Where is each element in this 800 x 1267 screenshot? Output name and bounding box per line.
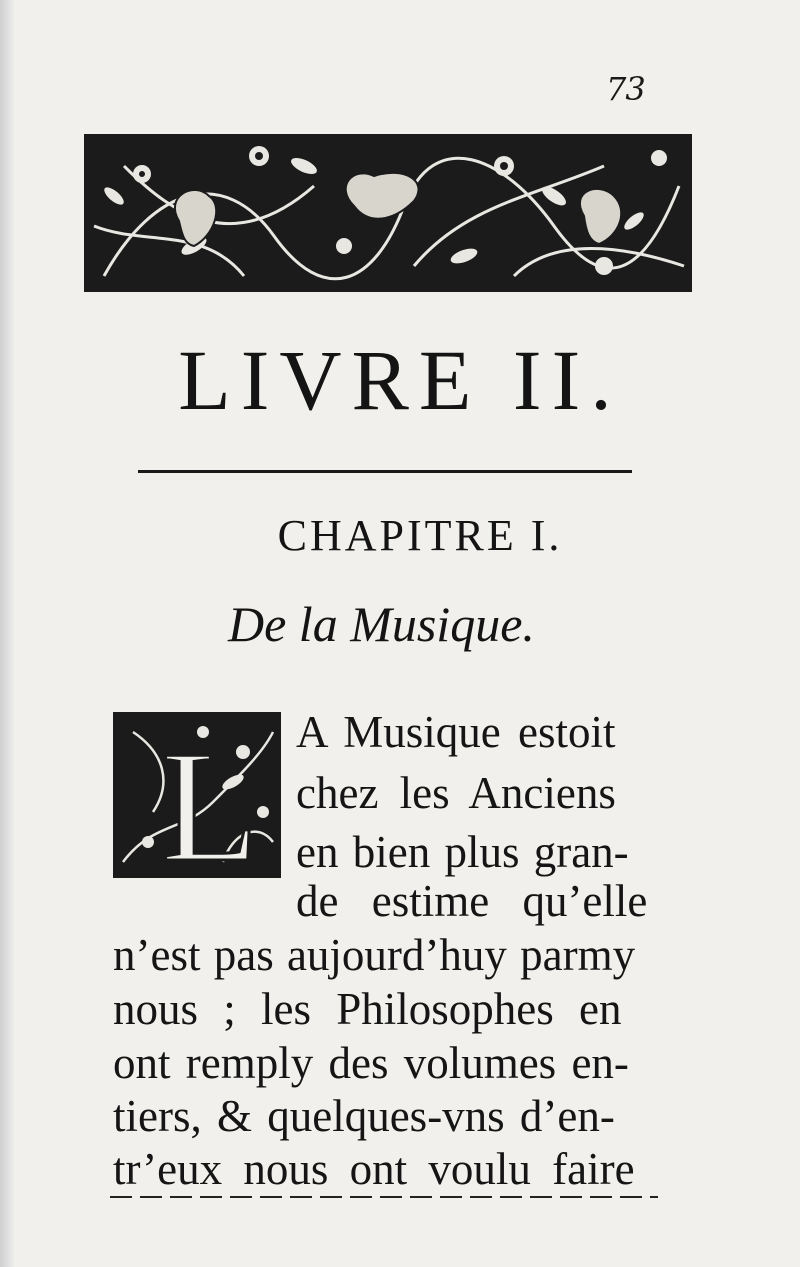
title-divider-rule (138, 470, 632, 473)
drop-cap-initial-icon (113, 712, 281, 878)
ornamental-headpiece-icon (84, 126, 692, 298)
bottom-dashed-rule (110, 1196, 658, 1198)
body-text-line: tiers, & quelques-vns d’en- (113, 1091, 615, 1141)
body-text-line: A Musique estoit (296, 707, 616, 757)
body-text-line: n’est pas aujourd’huy parmy (113, 930, 636, 980)
book-title: LIVRE II. (178, 332, 622, 428)
body-text-line: tr’eux nous ont voulu faire (113, 1144, 635, 1194)
page-number: 73 (606, 70, 645, 108)
body-text-line: ont remply des volumes en- (113, 1038, 629, 1088)
chapter-title: CHAPITRE I. (277, 511, 563, 560)
body-text-line: chez les Anciens (296, 768, 616, 818)
body-text-line: de estime qu’elle (296, 876, 648, 926)
chapter-subtitle: De la Musique. (228, 596, 535, 652)
page-gutter (0, 0, 14, 1267)
svg-text:L: L (161, 717, 259, 878)
body-text-line: en bien plus gran- (296, 827, 629, 877)
body-text-line: nous ; les Philosophes en (113, 984, 622, 1034)
